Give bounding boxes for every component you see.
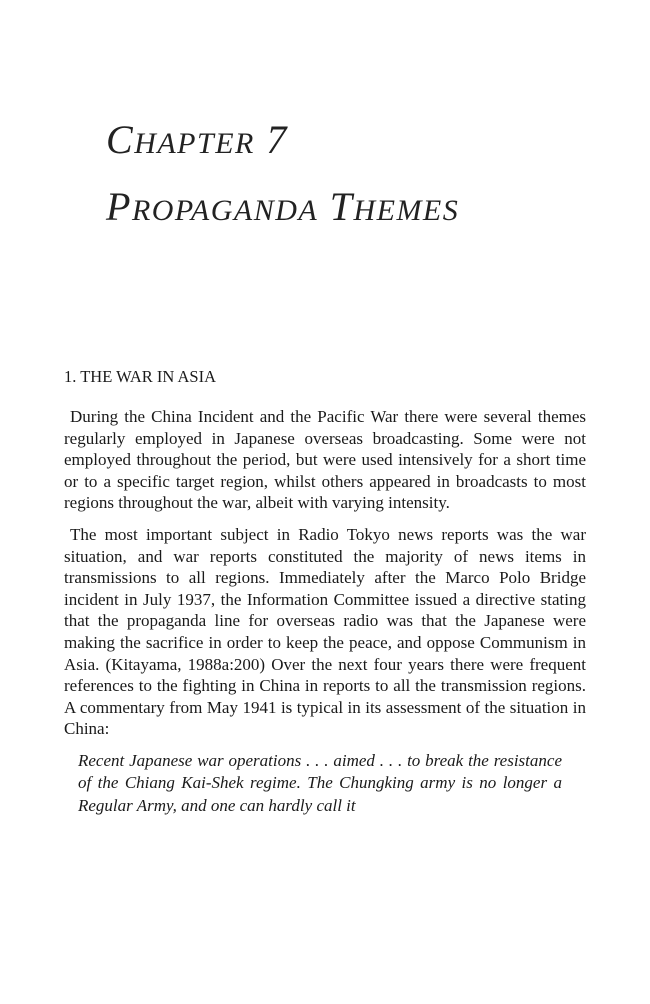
- chapter-title: [106, 184, 460, 231]
- body-text: [64, 406, 586, 817]
- chapter-number: 7: [266, 117, 288, 162]
- chapter-title-word-cap: P: [106, 184, 132, 229]
- chapter-number-line: [106, 117, 459, 164]
- chapter-title-word-rest: HEMES: [353, 194, 460, 227]
- chapter-title-word-rest: ROPAGANDA: [131, 194, 319, 227]
- chapter-label-cap: C: [106, 117, 135, 162]
- chapter-heading: [106, 117, 460, 231]
- paragraph: During the China Incident and the Pacific War there were several themes regularly employed in Japanese overseas broadcasting. Some were not employed throughout the period, but were used intensively for a short time or to a specific target region, whilst others appeared in broadcasts to most regions throughout the war, albeit with varying intensity.: [64, 407, 586, 513]
- chapter-title-word-cap: T: [329, 184, 354, 229]
- paragraph: The most important subject in Radio Tokyo news reports was the war situation, and war reports constituted the majority of news items in transmissions to all regions. Immediately after the Marco Polo Bridge incident in July 1937, the Information Committee issued a directive stating that the propaganda line for overseas radio was that the Japanese were making the sacrifice in order to keep the peace, and oppose Communism in Asia. (Kitayama, 1988a:200) Over the next four years there were frequent references to the fighting in China in reports to all the transmission regions. A commentary from May 1941 is typical in its assessment of the situation in China:: [64, 524, 586, 739]
- block-quote: Recent Japanese war operations . . . aimed . . . to break the resistance of the Chiang Kai-Shek regime. The Chungking army is no longer a Regular Army, and one can hardly call it: [78, 750, 562, 815]
- section-title: 1. THE WAR IN ASIA: [64, 367, 217, 386]
- chapter-label-rest: HAPTER: [134, 127, 255, 160]
